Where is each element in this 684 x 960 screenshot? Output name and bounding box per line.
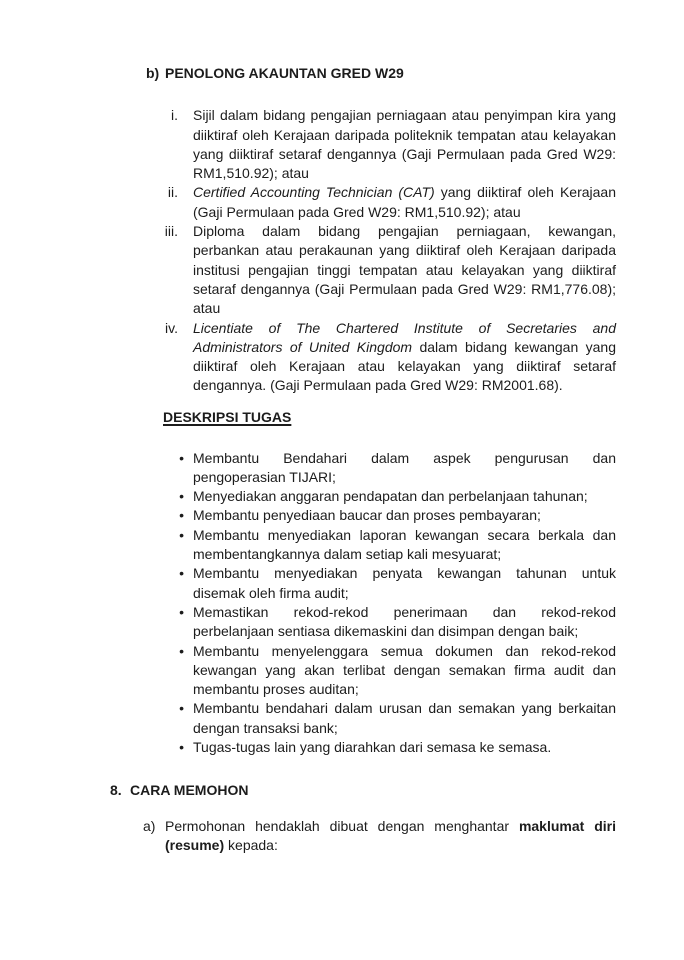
bullet-marker: •: [179, 565, 184, 582]
text-line: [193, 719, 616, 738]
text-segment: membentangkannya dalam setiap kali mesyuarat;: [193, 546, 502, 563]
roman-numeral-marker: i.: [171, 107, 178, 124]
text-segment: Menyediakan anggaran pendapatan dan perbelanjaan tahunan;: [193, 488, 588, 505]
task-item: [146, 526, 616, 565]
task-text: [193, 738, 616, 757]
text-line: [165, 836, 616, 855]
text-segment: Permohonan hendaklah dibuat dengan menghantar: [165, 817, 519, 834]
text-segment: pengoperasian TIJARI;: [193, 468, 336, 485]
text-line: [193, 241, 616, 260]
text-line: [193, 183, 616, 202]
bullet-marker: •: [179, 642, 184, 659]
text-line: [193, 564, 616, 583]
apply-item: [143, 817, 616, 856]
qualification-item: [146, 319, 616, 396]
bold-text-segment: (resume): [165, 836, 225, 853]
task-list: [146, 449, 616, 758]
text-segment: perbankan atau perakaunan yang diiktiraf oleh Kerajaan daripada: [193, 242, 616, 259]
text-segment: Membantu Bendahari dalam aspek pengurusan dan: [193, 449, 616, 466]
text-segment: setaraf dengannya (Gaji Permulaan pada Gred W29: RM1,776.08);: [193, 280, 616, 297]
text-line: [193, 126, 616, 145]
bullet-marker: •: [179, 700, 184, 717]
text-line: [193, 106, 616, 125]
text-segment: diiktiraf oleh Kerajaan atau kelayakan yang diiktiraf setaraf: [193, 358, 616, 375]
task-item: [146, 738, 616, 757]
roman-numeral-marker: ii.: [167, 184, 178, 201]
text-segment: Membantu penyediaan baucar dan proses pembayaran;: [193, 507, 541, 524]
text-segment: yang diiktiraf oleh Kerajaan: [434, 184, 616, 201]
roman-numeral-marker: iv.: [165, 319, 178, 336]
text-line: [193, 642, 616, 661]
task-text: [193, 487, 616, 506]
text-segment: dengan transaksi bank;: [193, 719, 338, 736]
bullet-marker: •: [179, 449, 184, 466]
task-item: [146, 642, 616, 700]
section-b-marker: b): [146, 65, 160, 81]
text-segment: Sijil dalam bidang pengajian perniagaan atau penyimpan kira yang: [193, 107, 616, 124]
qualification-item: [146, 106, 616, 183]
text-line: [193, 699, 616, 718]
section-8-marker: 8.: [110, 782, 122, 799]
text-line: [193, 299, 616, 318]
text-line: [193, 449, 616, 468]
qualification-text: [193, 319, 616, 396]
text-segment: dalam bidang kewangan yang: [412, 338, 616, 355]
apply-text: [165, 817, 616, 856]
text-line: [193, 622, 616, 641]
text-segment: dengannya. (Gaji Permulaan pada Gred W29: RM2001.68).: [193, 377, 563, 394]
section-b-title: PENOLONG AKAUNTAN GRED W29: [165, 65, 404, 81]
text-segment: Membantu menyediakan penyata kewangan tahunan untuk: [193, 565, 616, 582]
text-segment: Memastikan rekod-rekod penerimaan dan rekod-rekod: [193, 603, 616, 620]
text-segment: kewangan yang akan terlibat dengan semakan firma audit dan: [193, 661, 616, 678]
text-line: [193, 526, 616, 545]
text-segment: membantu proses auditan;: [193, 681, 359, 698]
text-line: [193, 680, 616, 699]
text-segment: perbelanjaan sentiasa dikemaskini dan disimpan dengan baik;: [193, 623, 579, 640]
task-text: [193, 506, 616, 525]
italic-text-segment: Certified Accounting Technician (CAT): [193, 184, 435, 201]
text-line: [165, 817, 616, 836]
task-item: [146, 487, 616, 506]
text-line: [193, 584, 616, 603]
text-line: [193, 357, 616, 376]
italic-text-segment: Administrators of United Kingdom: [193, 338, 413, 355]
text-line: [193, 338, 616, 357]
italic-text-segment: Licentiate of The Chartered Institute of Secretaries and: [193, 319, 616, 336]
text-segment: Diploma dalam bidang pengajian perniagaan, kewangan,: [193, 223, 616, 240]
text-line: [193, 319, 616, 338]
qualification-text: [193, 183, 616, 222]
task-text: [193, 449, 616, 488]
bullet-marker: •: [179, 488, 184, 505]
text-segment: Membantu menyediakan laporan kewangan secara berkala dan: [193, 526, 616, 543]
text-segment: Tugas-tugas lain yang diarahkan dari semasa ke semasa.: [193, 739, 552, 755]
text-line: [193, 661, 616, 680]
text-line: [193, 487, 616, 506]
text-line: [193, 468, 616, 487]
roman-numeral-marker: iii.: [164, 223, 178, 240]
task-text: [193, 699, 616, 738]
task-text: [193, 642, 616, 700]
bullet-marker: •: [179, 526, 184, 543]
text-segment: disemak oleh firma audit;: [193, 584, 349, 601]
apply-marker: a): [143, 817, 156, 834]
text-line: [193, 506, 616, 525]
text-line: [193, 261, 616, 280]
text-segment: Membantu menyelenggara semua dokumen dan rekod-rekod: [193, 642, 616, 659]
text-segment: (Gaji Permulaan pada Gred W29: RM1,510.92); atau: [193, 203, 521, 220]
qualification-text: [193, 106, 616, 183]
section-8-heading: [110, 781, 616, 800]
bullet-marker: •: [179, 507, 184, 524]
text-line: [193, 222, 616, 241]
text-line: [193, 145, 616, 164]
task-item: [146, 699, 616, 738]
task-text: [193, 603, 616, 642]
text-line: [193, 545, 616, 564]
qualification-text: [193, 222, 616, 318]
text-line: [193, 738, 616, 757]
bullet-marker: •: [179, 739, 184, 755]
task-text: [193, 564, 616, 603]
text-line: [193, 203, 616, 222]
section-b-heading: [146, 64, 616, 83]
task-text: [193, 526, 616, 565]
text-line: [193, 164, 616, 183]
task-item: [146, 564, 616, 603]
text-segment: diiktiraf oleh Kerajaan daripada politeknik tempatan atau kelayakan: [193, 126, 616, 143]
bold-text-segment: maklumat diri: [518, 817, 616, 834]
qualification-list: [146, 106, 616, 395]
text-segment: Membantu bendahari dalam urusan dan semakan yang berkaitan: [193, 700, 616, 717]
text-segment: yang diiktiraf setaraf dengannya (Gaji Permulaan pada Gred W29:: [193, 145, 616, 162]
qualification-item: [146, 183, 616, 222]
text-segment: kepada:: [224, 836, 278, 853]
text-line: [193, 603, 616, 622]
task-item: [146, 506, 616, 525]
text-segment: institusi pengajian tinggi tempatan atau kelayakan yang diiktiraf: [193, 261, 616, 278]
task-item: [146, 449, 616, 488]
task-item: [146, 603, 616, 642]
bullet-marker: •: [179, 603, 184, 620]
tasks-heading: DESKRIPSI TUGAS: [163, 408, 292, 425]
text-line: [193, 376, 616, 395]
qualification-item: [146, 222, 616, 318]
text-segment: atau: [193, 300, 221, 317]
text-line: [193, 280, 616, 299]
text-segment: RM1,510.92); atau: [193, 165, 309, 182]
section-8-title: CARA MEMOHON: [130, 782, 249, 799]
